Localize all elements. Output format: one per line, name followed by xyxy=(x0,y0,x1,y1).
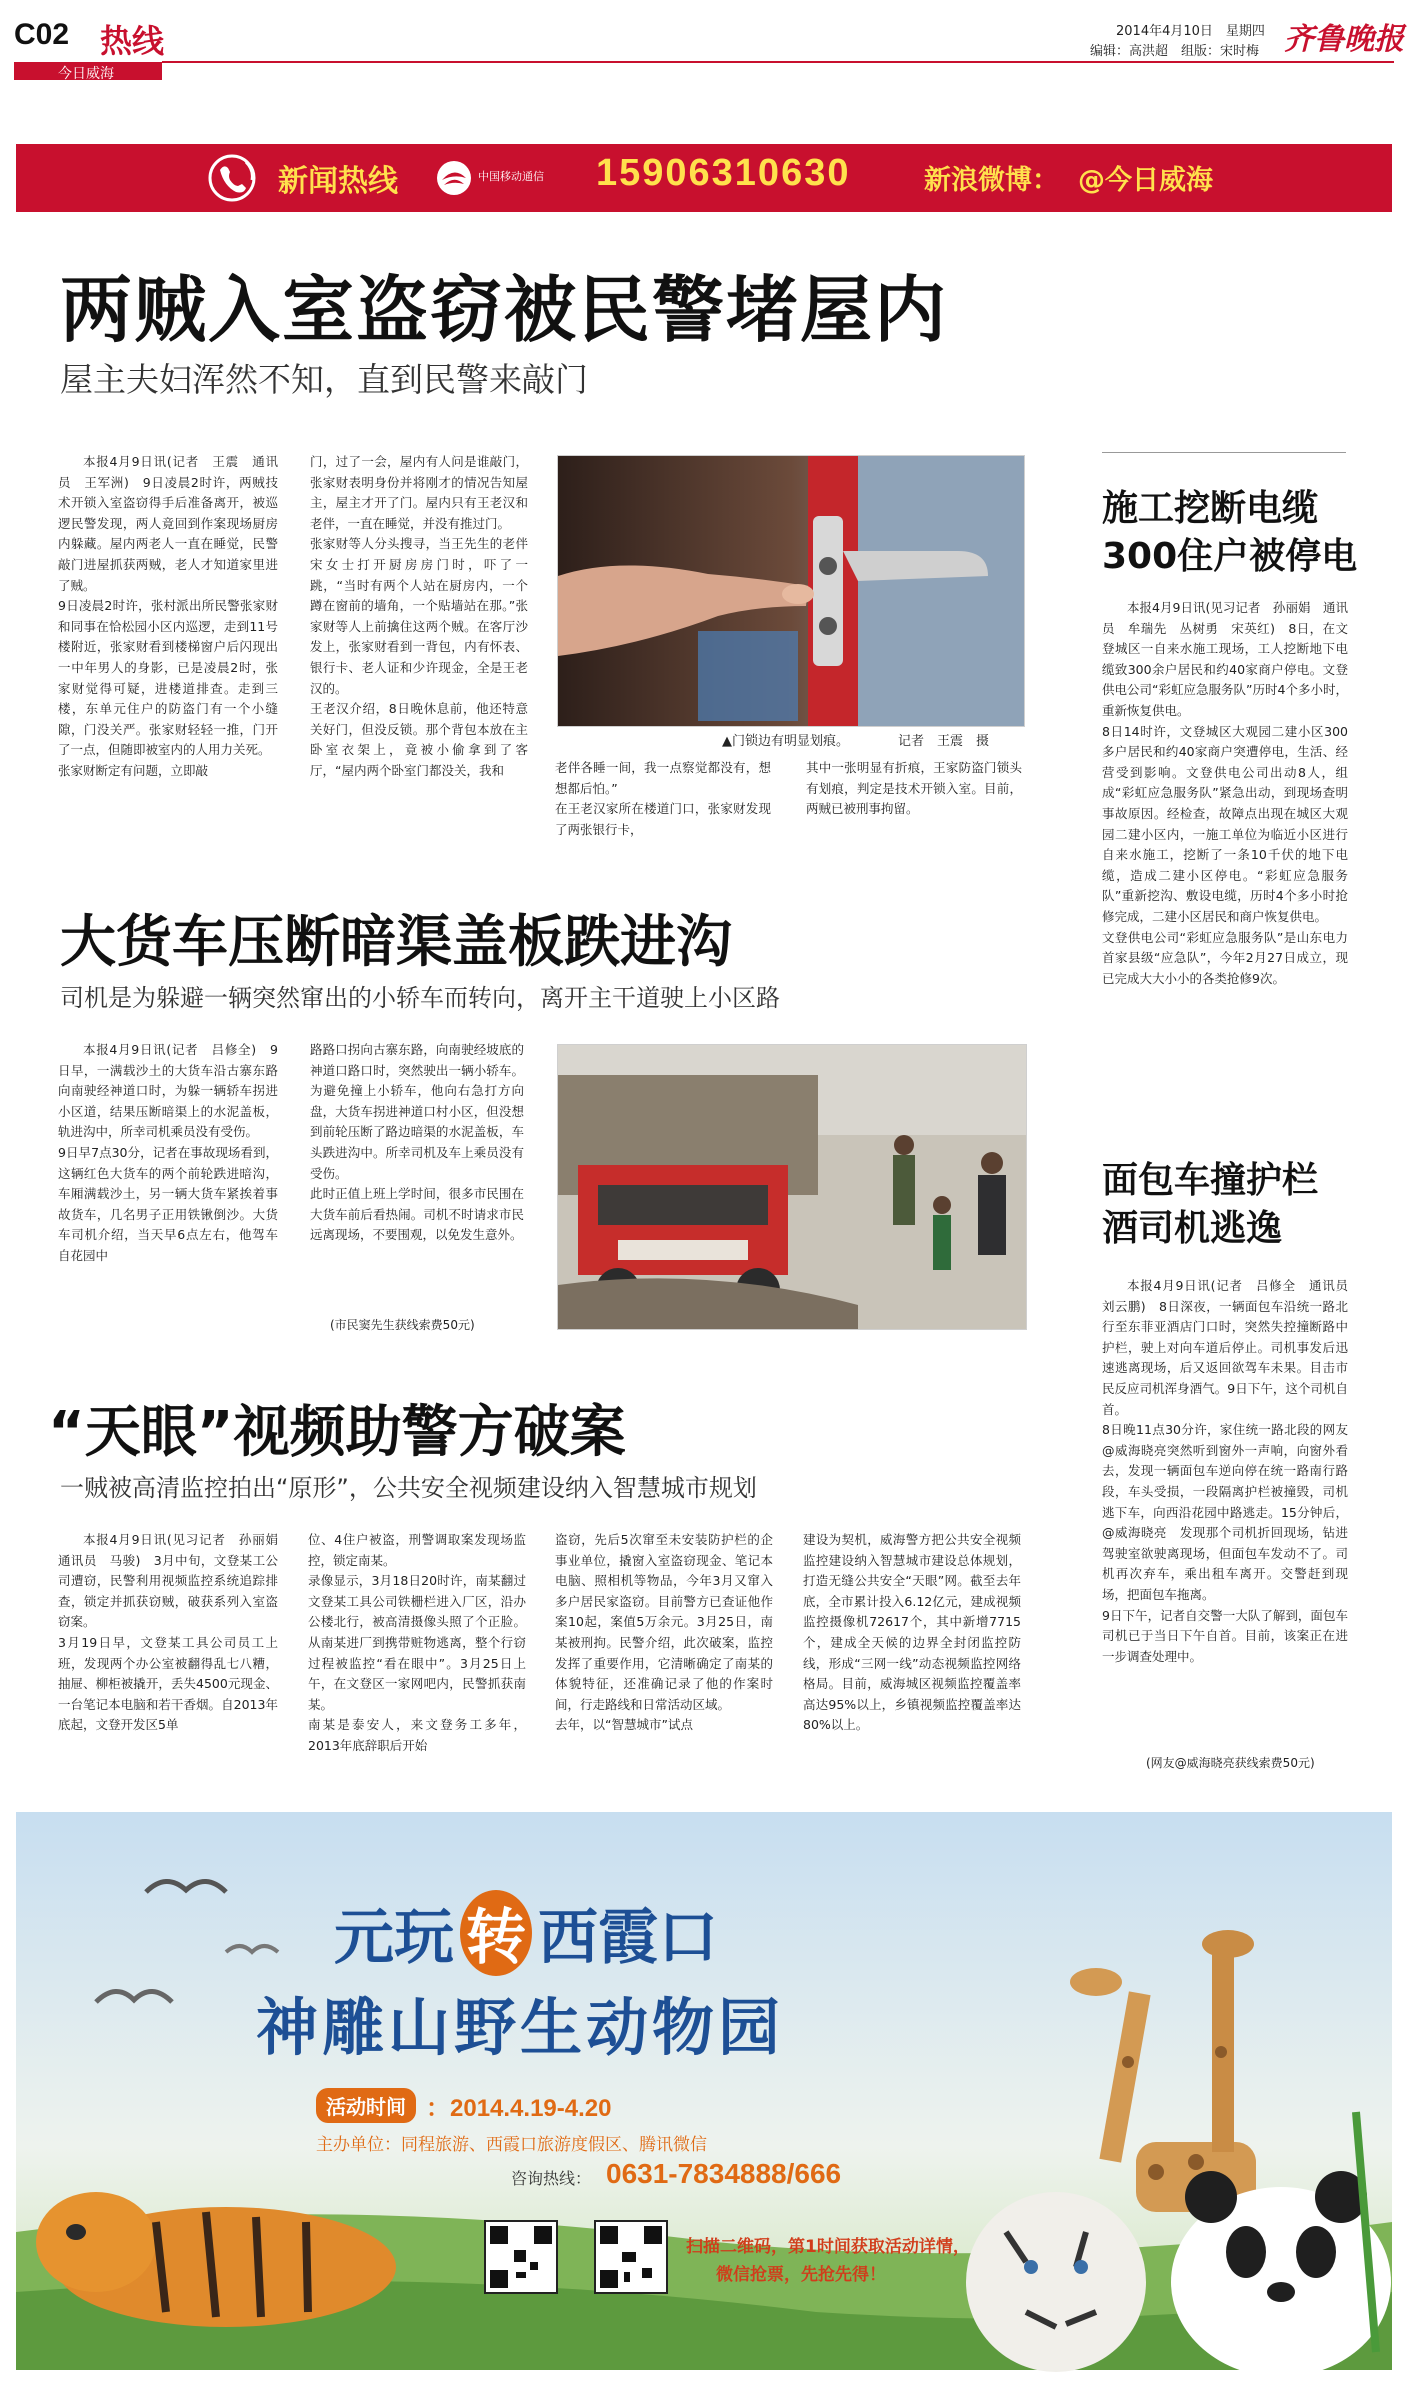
article2-subhead: 司机是为躲避一辆突然窜出的小轿车而转向，离开主干道驶上小区路 xyxy=(60,984,780,1012)
article1-photo-caption: ▲门锁边有明显划痕。 xyxy=(722,734,849,749)
section-name: 热线 xyxy=(100,22,165,60)
subsection-name: 今日威海 xyxy=(58,66,114,82)
qr-promo-line2: 微信抢票，先抢先得！ xyxy=(716,2265,886,2285)
article3-col4 xyxy=(803,1530,1021,1780)
article1-subhead: 屋主夫妇浑然不知，直到民警来敲门 xyxy=(60,360,588,399)
article1-text-col3: 老伴各睡一间，我一点察觉都没有，想想都后怕。” 在王老汉家所在楼道门口，张家财发现了两张银行卡， xyxy=(555,760,771,837)
editors-line: 编辑：高洪超 组版：宋时梅 xyxy=(1090,44,1260,59)
paper-name: 齐鲁晚报 xyxy=(1284,22,1404,57)
article1-col1 xyxy=(58,452,278,840)
ad-title-part1: 元玩 xyxy=(334,1903,454,1973)
article3-text-col4: 建设为契机，威海警方把公共安全视频监控建设纳入智慧城市建设总体规划，打造无缝公共安全“天眼”网。截至去年底，全市累计投入6.12亿元，建成视频监控摄像机72617个，其中新增7715个，建成全天候的边界全封闭监控防线，形成“三网一线”动态视频监控网络格局。目前，威海城区视频监控覆盖率高达95%以上，乡镇视频监控覆盖率达80%以上。 xyxy=(803,1532,1021,1733)
ad-title-part2: 西霞口 xyxy=(538,1903,718,1973)
article2-headline: 大货车压断暗渠盖板跌进沟 xyxy=(60,910,732,975)
qr-code-left[interactable] xyxy=(484,2220,558,2294)
article3-col3 xyxy=(555,1530,773,1780)
article3-subhead: 一贼被高清监控拍出“原形”，公共安全视频建设纳入智慧城市规划 xyxy=(60,1474,757,1502)
article3-text-col1: 本报4月9日讯(见习记者 孙丽娟 通讯员 马骏) 3月中旬，文登某工公司遭窃，民警利用视频监控系统追踪排查，锁定并抓获窃贼，破获系列入室盗窃案。 3月19日早，文登某工具公司员工上班，发现两个办公室被翻得乱七八糟，抽屉、柳柜被撬开，丢失4500元现金、一台笔记本电脑和若干香烟。自2013年底起，文登开发区5单 xyxy=(58,1532,278,1733)
article3-col2 xyxy=(308,1530,526,1780)
article3-col1 xyxy=(58,1530,278,1780)
sidebar2-body xyxy=(1102,1276,1348,1770)
article1-headline: 两贼入室盗窃被民警堵屋内 xyxy=(60,268,949,352)
sidebar2-text: 本报4月9日讯(记者 吕修全 通讯员 刘云鹏) 8日深夜，一辆面包车沿统一路北行至东菲亚酒店门口时，突然失控撞断路中护栏，驶上对向车道后停止。司机事发后迅速逃离现场，后又返回欲驾车未果。目击市民反应司机浑身酒气。9日下午，这个司机自首。 8日晚11点30分许，家住统一路北段的网友 @威海晓亮突然听到窗外一声响，向窗外看去，发现一辆面包车逆向停在统一路南行路段，车头受损，一段隔离护栏被撞毁，司机逃下车，向西沿花园中路逃走。15分钟后，@威海晓亮 发现那个司机折回现场，钻进驾驶室欲驶离现场，但面包车发动不了。司机再次弃车，乘出租车离开。交警赶到现场，把面包车拖离。 9日下午，记者自交警一大队了解到，面包车司机已于当日下午自首。目前，该案正在进一步调查处理中。 xyxy=(1102,1278,1348,1664)
weibo-label: 新浪微博： xyxy=(924,165,1059,196)
ad-title-line2: 神雕山野生动物园 xyxy=(256,1991,785,2064)
article1-photo-credit: 记者 王震 摄 xyxy=(898,734,990,749)
article2-col2 xyxy=(310,1040,524,1316)
article1-col2 xyxy=(310,452,528,840)
carrier-name: 中国移动通信 xyxy=(478,170,544,183)
sidebar2-credit: (网友@威海晓亮获线索费50元) xyxy=(1146,1756,1315,1770)
qr-promo-line1: 扫描二维码，第1时间获取活动详情， xyxy=(686,2237,970,2257)
sidebar2-headline-line2: 酒司机逃逸 xyxy=(1102,1208,1283,1249)
hotline-label: 新闻热线 xyxy=(278,164,398,199)
hotline-banner xyxy=(16,144,1392,212)
article1-text-col2: 门，过了一会，屋内有人问是谁敲门，张家财表明身份并将刚才的情况告知屋主，屋主才开了门。屋内只有王老汉和老伴，一直在睡觉，并没有推过门。 张家财等人分头搜寻，当王先生的老伴宋女士打开厨房房门时，吓了一跳，“当时有两个人站在厨房内，一个蹲在窗前的墙角，一个贴墙站在那。”张家财等人上前擒住这两个贼。在客厅沙发上，张家财看到一背包，内有怀表、银行卡、老人证和少许现金，全是王老汉的。 王老汉介绍，8日晚休息前，他还特意关好门，但没反锁。那个背包本放在主卧室衣架上，竟被小偷拿到了客厅，“屋内两个卧室门都没关，我和 xyxy=(310,454,528,778)
ad-hotline-number: 0631-7834888/666 xyxy=(606,2158,842,2189)
sidebar1-headline-line1: 施工挖断电缆 xyxy=(1102,488,1319,529)
article1-text-col4: 其中一张明显有折痕，王家防盗门锁头有划痕，判定是技术开锁入室。目前，两贼已被刑事拘留。 xyxy=(806,760,1022,817)
carrier-logo xyxy=(434,158,474,198)
article1-col3 xyxy=(555,758,771,840)
ad-title-line1 xyxy=(334,1890,718,1976)
weibo-handle: @今日威海 xyxy=(1078,165,1213,196)
article3-text-col3: 盗窃，先后5次窜至未安装防护栏的企事业单位，撬窗入室盗窃现金、笔记本电脑、照相机等物品，今年3月又窜入多户居民家盗窃。目前警方已查证他作案10起，案值5万余元。3月25日，南某被刑拘。民警介绍，此次破案，监控发挥了重要作用，它清晰确定了南某的体貌特征，还准确记录了他的作案时间，行走路线和日常活动区域。 去年，以“智慧城市”试点 xyxy=(555,1532,773,1733)
masthead xyxy=(0,0,1409,82)
event-time-badge: 活动时间 xyxy=(316,2088,416,2123)
article2-text-col1: 本报4月9日讯(记者 吕修全) 9日早，一满载沙土的大货车沿古寨东路向南驶经神道口时，为躲一辆轿车拐进小区道，结果压断暗渠上的水泥盖板，轨进沟中，所幸司机乘员没有受伤。 9日早7点30分，记者在事故现场看到，这辆红色大货车的两个前轮跌进暗沟，车厢满载沙土，另一辆大货车紧挨着事故货车，几名男子正用铁锹倒沙。大货车司机介绍，当天早6点左右，他驾车自花园中 xyxy=(58,1042,278,1263)
ad-title-badge: 转 xyxy=(460,1890,532,1976)
date-line: 2014年4月10日 星期四 xyxy=(1116,24,1265,39)
article3-text-col2: 位、4住户被盗，刑警调取案发现场监控，锁定南某。 录像显示，3月18日20时许，南某翻过文登某工具公司铁栅栏进入厂区，沿办公楼北行，被高清摄像头照了个正脸。从南某进厂到携带赃物逃离，整个行窃过程被监控“看在眼中”。3月25日上午，在文登区一家网吧内，民警抓获南某。 南某是泰安人，来文登务工多年，2013年底辞职后开始 xyxy=(308,1532,526,1753)
article2-credit: (市民窦先生获线索费50元) xyxy=(330,1318,475,1332)
article3-headline: “天眼”视频助警方破案 xyxy=(48,1400,626,1465)
ad-hotline-label: 咨询热线： xyxy=(511,2169,592,2188)
sidebar1-body xyxy=(1102,598,1348,1106)
sidebar1-headline-line2: 300住户被停电 xyxy=(1102,536,1358,577)
qr-code-right[interactable] xyxy=(594,2220,668,2294)
event-dates: ：2014.4.19-4.20 xyxy=(426,2095,612,2122)
masthead-rule xyxy=(162,61,1394,63)
sidebar1-text: 本报4月9日讯(见习记者 孙丽娟 通讯员 牟瑞先 丛树勇 宋英红) 8日，在文登城区一自来水施工现场，工人挖断地下电缆致300余户居民和约40家商户停电。文登供电公司“彩虹应急服务队”历时4个多小时，重新恢复供电。 8日14时许，文登城区大观园二建小区300多户居民和约40家商户突遭停电，生活、经营受到影响。文登供电公司出动8人，组成“彩虹应急服务队”紧急出动，到现场查明事故原因。经检查，故障点出现在城区大观园二建小区内，一施工单位为临近小区进行自来水施工，挖断了一条10千伏的地下电缆，造成二建小区停电。“彩虹应急服务队”重新挖沟、敷设电缆，历时4个多小时抢修完成，二建小区居民和商户恢复供电。 文登供电公司“彩虹应急服务队”是山东电力首家县级“应急队”，今年2月27日成立，现已完成大大小小的各类抢修9次。 xyxy=(1102,600,1348,986)
phone-icon xyxy=(206,152,262,204)
sidebar-rule xyxy=(1102,452,1346,453)
white-tiger-illustration xyxy=(966,2192,1146,2372)
ad-organizers: 主办单位：同程旅游、西霞口旅游度假区、腾讯微信 xyxy=(316,2135,707,2155)
hotline-number: 15906310630 xyxy=(596,152,851,194)
article2-photo xyxy=(557,1044,1027,1330)
article2-text-col2: 路路口拐向古寨东路，向南驶经坡底的神道口路口时，突然驶出一辆小轿车。为避免撞上小轿车，他向右急打方向盘，大货车拐进神道口村小区，但没想到前轮压断了路边暗渠的水泥盖板，车头跌进沟中。所幸司机及车上乘员没有受伤。 此时正值上班上学时间，很多市民围在大货车前后看热闹。司机不时请求市民远离现场，不要围观，以免发生意外。 xyxy=(310,1042,524,1243)
article1-col4 xyxy=(806,758,1022,840)
page-code: C02 xyxy=(14,18,70,51)
article1-photo xyxy=(557,455,1025,727)
article1-text-col1: 本报4月9日讯(记者 王震 通讯员 王军洲) 9日凌晨2时许，两贼技术开锁入室盗窃得手后准备离开，被巡逻民警发现，两人竟回到作案现场厨房内躲藏。屋内两老人一直在睡觉，民警敲门进屋抓获两贼，老人才知道家里进了贼。 9日凌晨2时许，张村派出所民警张家财和同事在恰松园小区内巡逻，走到11号楼附近，张家财看到楼梯窗户后闪现出一中年男人的身影，已是凌晨2时，张家财觉得可疑，进楼道排查。走到三楼，东单元住户的防盗门有一个小缝隙，门没关严。张家财轻轻一推，门开了一点，但随即被室内的人用力关死。 张家财断定有问题，立即敲 xyxy=(58,454,278,778)
article2-col1 xyxy=(58,1040,278,1336)
sidebar2-headline-line1: 面包车撞护栏 xyxy=(1102,1160,1319,1201)
zoo-advertisement xyxy=(16,1812,1392,2370)
